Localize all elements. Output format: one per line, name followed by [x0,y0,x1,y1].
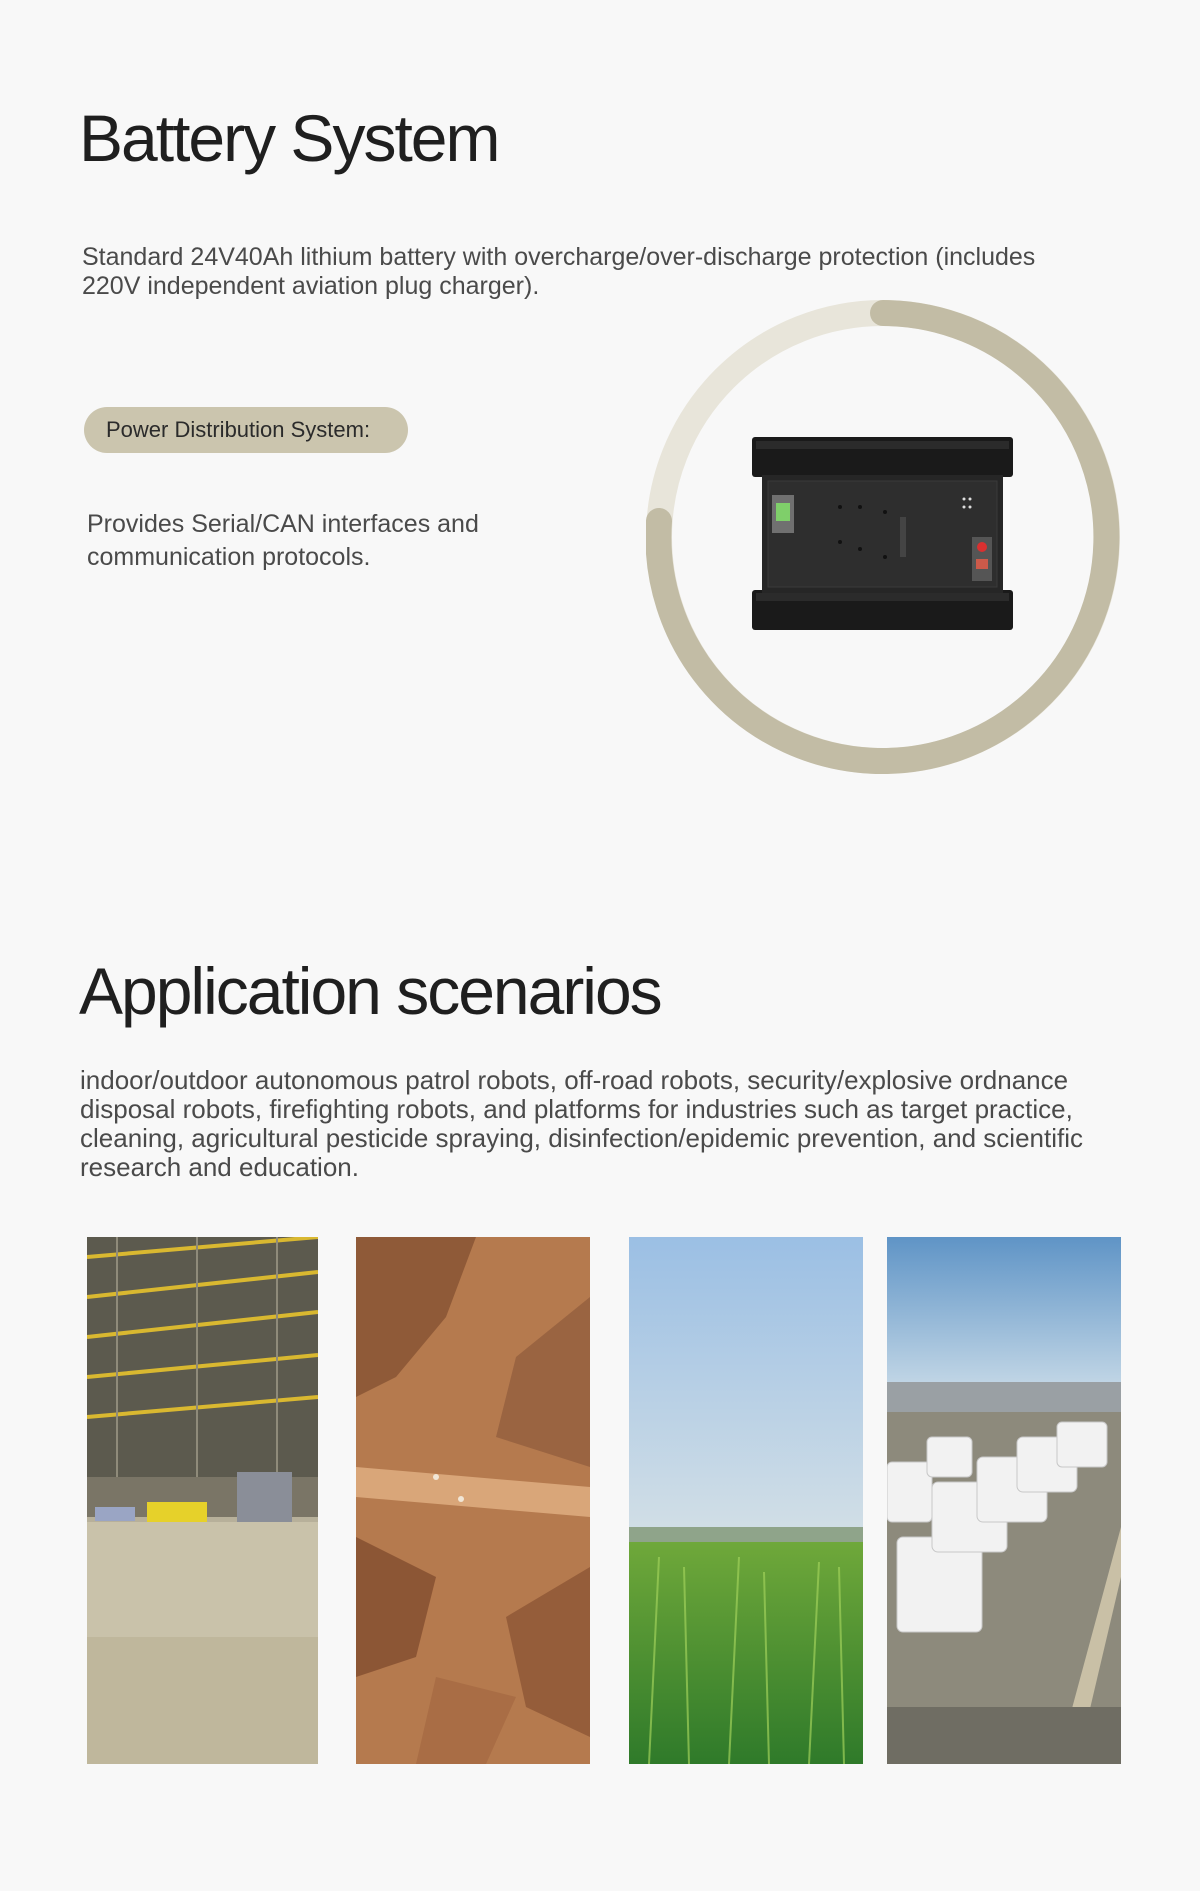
desert-scene-image [356,1237,590,1764]
battery-description: Standard 24V40Ah lithium battery with overcharge/over-discharge protection (includes 220V independent aviation plug charger). [82,243,1036,300]
robot-chassis-image [750,437,1015,630]
application-description: indoor/outdoor autonomous patrol robots, off-road robots, security/explosive ordnance disposal robots, firefighting robots, and platforms for industries such as target practice, cleaning, agricultural pesticide spraying, disinfection/epidemic prevention, and scientific research and education. [80,1065,1083,1182]
battery-system-title: Battery System [79,101,499,175]
application-scenarios-title: Application scenarios [79,954,661,1028]
power-distribution-label: Power Distribution System: [84,407,408,453]
industrial-tanks-scene-image [887,1237,1121,1764]
factory-scene-image [87,1237,318,1764]
power-distribution-description: Provides Serial/CAN interfaces and communication protocols. [87,510,479,571]
field-scene-image [629,1237,863,1764]
